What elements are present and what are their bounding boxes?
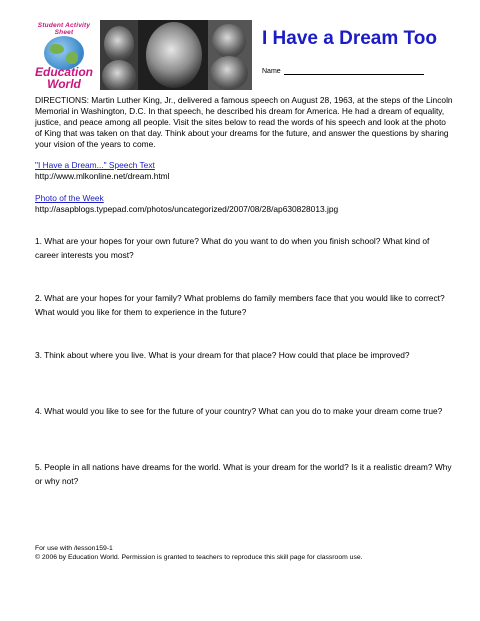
speech-link-block [35,160,455,182]
name-field[interactable] [262,68,424,75]
page-title: I Have a Dream Too [262,28,437,49]
question-2: 2. What are your hopes for your family? What problems do family members face that you would like to correct? What would you like for them to experience in the future? [35,293,445,317]
photo-of-week-link[interactable]: Photo of the Week [35,193,104,203]
logo-brand-line1: Education [34,65,93,79]
photo-collage [100,20,252,90]
question-5: 5. People in all nations have dreams for the world. What is your dream for the world? Is it a realistic dream? Why or why not? [35,462,452,486]
question-3: 3. Think about where you live. What is your dream for that place? How could that place be improved? [35,350,410,360]
footer-lesson: For use with /lesson159-1 [35,545,113,552]
education-world-logo [30,20,98,92]
logo-brand-line2: World [47,77,81,91]
logo-arc-text: Student Activity Sheet [37,22,91,36]
logo-brand [30,66,98,90]
photo-url: http://asapblogs.typepad.com/photos/uncategorized/2007/08/28/ap630828013.jpg [35,204,339,214]
photo-link-block [35,193,455,215]
name-label: Name [262,68,281,75]
footer-copyright: © 2006 by Education World. Permission is granted to teachers to reproduce this skill page for classroom use. [35,554,363,561]
question-4: 4. What would you like to see for the future of your country? What can you do to make your dream come true? [35,406,443,416]
footer [35,544,455,562]
name-underline [284,74,424,75]
speech-text-link[interactable]: "I Have a Dream..." Speech Text [35,160,155,170]
speech-url: http://www.mlkonline.net/dream.html [35,171,170,181]
directions-text: DIRECTIONS: Martin Luther King, Jr., delivered a famous speech on August 28, 1963, at the steps of the Lincoln Memorial in Washington, D.C. In that speech, he described his dream for America. He had a dream of equality, justice, and peace among all people. Visit the sites below to read the words of his speech and look at the photo of King that was taken on that day. Think about your dreams for the future, and answer the questions by sharing your vision of the years to come. [35,95,453,149]
question-1: 1. What are your hopes for your own future? What do you want to do when you finish school? What kind of career interests you most? [35,236,430,260]
